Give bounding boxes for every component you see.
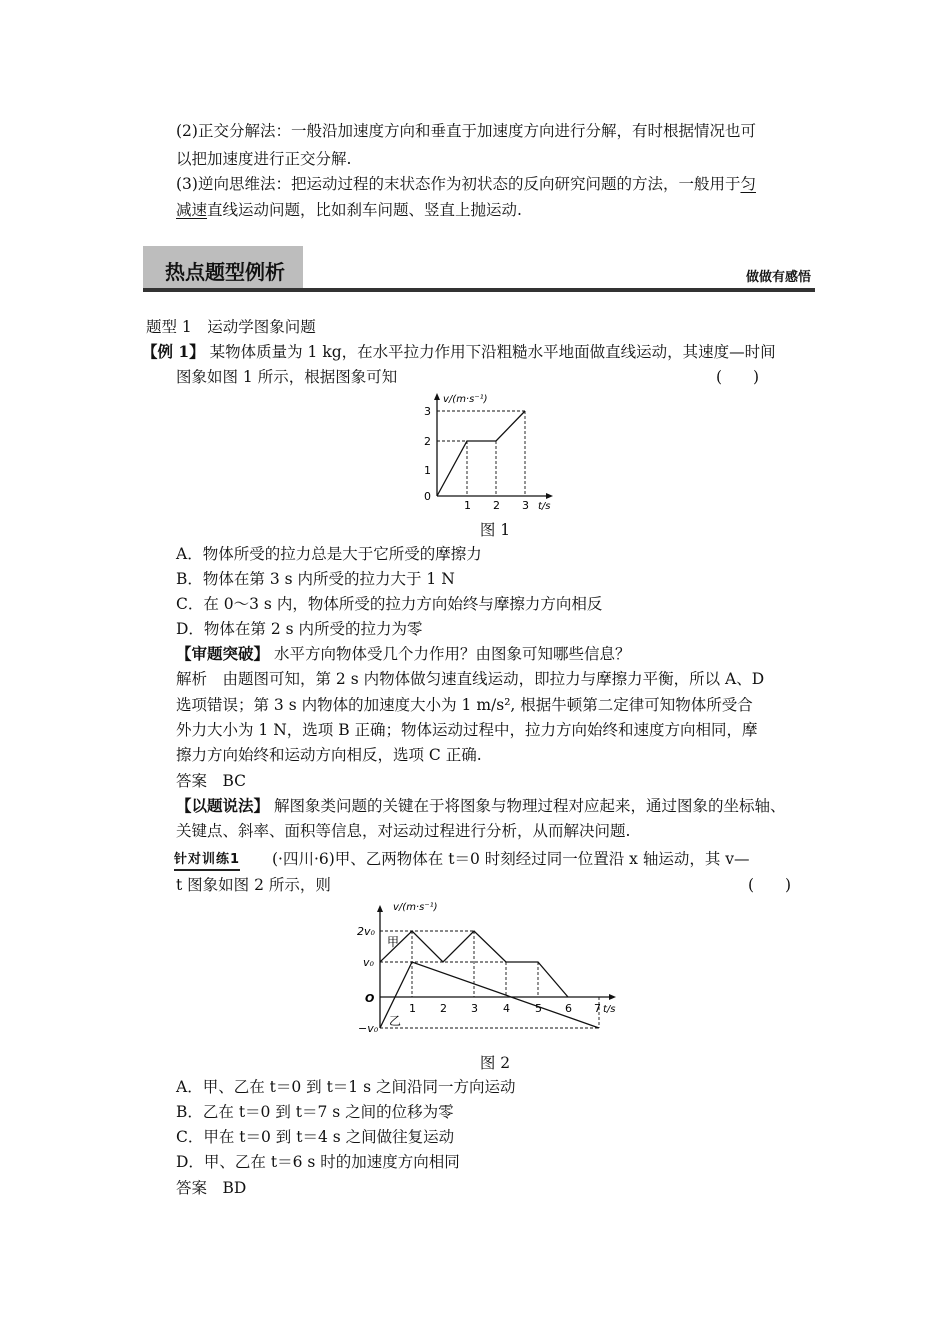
graph1-ylabel: v/(m·s⁻¹)	[443, 394, 488, 405]
training1-stem2: t 图象如图 2 所示，则	[176, 876, 331, 894]
section-heading: 题型 1 运动学图象问题	[146, 318, 316, 336]
example1-tag: 【例 1】	[142, 342, 205, 361]
graph2-xtick-3: 3	[471, 1002, 478, 1015]
example1-answer: 答案 BC	[176, 772, 247, 790]
graph2-label-jia: 甲	[387, 935, 400, 949]
banner-title: 热点题型例析	[165, 260, 285, 284]
review-line	[176, 643, 630, 665]
lesson-text1: 解图象类问题的关键在于将图象与物理过程对应起来，通过图象的坐标轴、	[273, 797, 786, 815]
graph2-xtick-4: 4	[503, 1002, 510, 1015]
training1-option-c: C．甲在 t＝0 到 t＝4 s 之间做往复运动	[176, 1128, 455, 1146]
method3-underline-b: 减速	[176, 201, 208, 219]
section-banner	[143, 246, 815, 292]
review-text: 水平方向物体受几个力作用？由图象可知哪些信息？	[273, 645, 631, 663]
graph2-xtick-2: 2	[440, 1002, 447, 1015]
figure2-graph	[355, 898, 635, 1038]
method2-line2: 以把加速度进行正交分解.	[176, 150, 352, 168]
banner-right-text: 做做有感悟	[745, 270, 811, 285]
graph2-xtick-6: 6	[565, 1002, 572, 1015]
graph2-x-arrow	[609, 994, 616, 1000]
lesson-line2: 关键点、斜率、面积等信息，对运动过程进行分析，从而解决问题.	[176, 822, 631, 840]
method2-line1: (2)正交分解法：一般沿加速度方向和垂直于加速度方向进行分解，有时根据情况也可	[176, 122, 756, 140]
graph2-xtick-7: 7	[594, 1002, 601, 1015]
analysis-line3: 外力大小为 1 N，选项 B 正确；物体运动过程中，拉力方向始终和速度方向相同，摩	[176, 721, 758, 739]
example1-option-b: B．物体在第 3 s 内所受的拉力大于 1 N	[176, 570, 455, 588]
graph1-xtick-1: 1	[464, 499, 471, 512]
example1-option-c: C．在 0～3 s 内，物体所受的拉力方向始终与摩擦力方向相反	[176, 595, 603, 613]
analysis-line2: 选项错误；第 3 s 内物体的加速度大小为 1 m/s², 根据牛顿第二定律可知物体所受合	[176, 696, 753, 714]
graph1-ytick-1: 1	[424, 464, 431, 477]
graph1-ytick-2: 2	[424, 435, 431, 448]
graph2-label-yi: 乙	[389, 1014, 402, 1028]
graph1-y-arrow	[434, 393, 440, 400]
graph1-ytick-0: 0	[424, 490, 431, 503]
training1-stem1: (·四川·6)甲、乙两物体在 t＝0 时刻经过同一位置沿 x 轴运动，其 v—	[272, 850, 750, 868]
graph1-velocity-line	[437, 411, 525, 496]
training1-tag: 针对训练1	[174, 848, 240, 871]
graph1-ytick-3: 3	[424, 405, 431, 418]
training1-option-d: D．甲、乙在 t＝6 s 时的加速度方向相同	[176, 1153, 460, 1171]
graph2-ylabel: v/(m·s⁻¹)	[393, 902, 438, 913]
banner-rule	[143, 288, 815, 292]
graph1-xtick-2: 2	[493, 499, 500, 512]
example1-stem1: 某物体质量为 1 kg，在水平拉力作用下沿粗糙水平地面做直线运动，其速度—时间	[209, 343, 776, 361]
example1-stem2: 图象如图 1 所示，根据图象可知	[176, 368, 398, 386]
graph2-xlabel: t/s	[603, 1004, 616, 1015]
example1-option-a: A．物体所受的拉力总是大于它所受的摩擦力	[176, 545, 482, 563]
graph2-ytick-v0: v₀	[363, 956, 374, 969]
graph2-xtick-1: 1	[409, 1002, 416, 1015]
method3-line2	[176, 199, 522, 221]
analysis-line1: 解析 由题图可知，第 2 s 内物体做匀速直线运动，即拉力与摩擦力平衡，所以 A、D	[176, 670, 765, 688]
example1-option-d: D．物体在第 2 s 内所受的拉力为零	[176, 620, 423, 638]
figure2-caption: 图 2	[479, 1054, 511, 1072]
example1-stem-line1	[142, 341, 776, 363]
training1-answer: 答案 BD	[176, 1179, 247, 1197]
review-tag: 【审题突破】	[176, 644, 270, 663]
training1-option-a: A．甲、乙在 t＝0 到 t＝1 s 之间沿同一方向运动	[176, 1078, 516, 1096]
lesson-line1	[176, 795, 785, 817]
graph1-xlabel: t/s	[538, 501, 551, 512]
analysis-line4: 擦力方向始终和运动方向相反，选项 C 正确.	[176, 746, 482, 764]
figure1-graph	[410, 390, 560, 512]
graph2-ytick-neg-v0: −v₀	[358, 1022, 379, 1035]
method3-line1-text: (3)逆向思维法：把运动过程的末状态作为初状态的反向研究问题的方法，一般用于	[176, 175, 741, 193]
method3-underline-a: 匀	[740, 175, 756, 193]
graph2-origin: O	[365, 992, 375, 1005]
graph2-xtick-5: 5	[535, 1002, 542, 1015]
lesson-tag: 【以题说法】	[176, 796, 270, 815]
graph2-ytick-2v0: 2v₀	[357, 925, 375, 938]
figure1-caption: 图 1	[479, 521, 511, 539]
graph2-y-arrow	[377, 905, 383, 912]
training1-option-b: B．乙在 t＝0 到 t＝7 s 之间的位移为零	[176, 1103, 454, 1121]
graph1-xtick-3: 3	[522, 499, 529, 512]
example1-paren: ( )	[716, 368, 760, 386]
method3-line2-text: 直线运动问题，比如刹车问题、竖直上抛运动.	[207, 201, 522, 219]
training1-paren: ( )	[748, 876, 792, 894]
method3-line1	[176, 173, 756, 195]
graph1-x-arrow	[546, 493, 553, 499]
